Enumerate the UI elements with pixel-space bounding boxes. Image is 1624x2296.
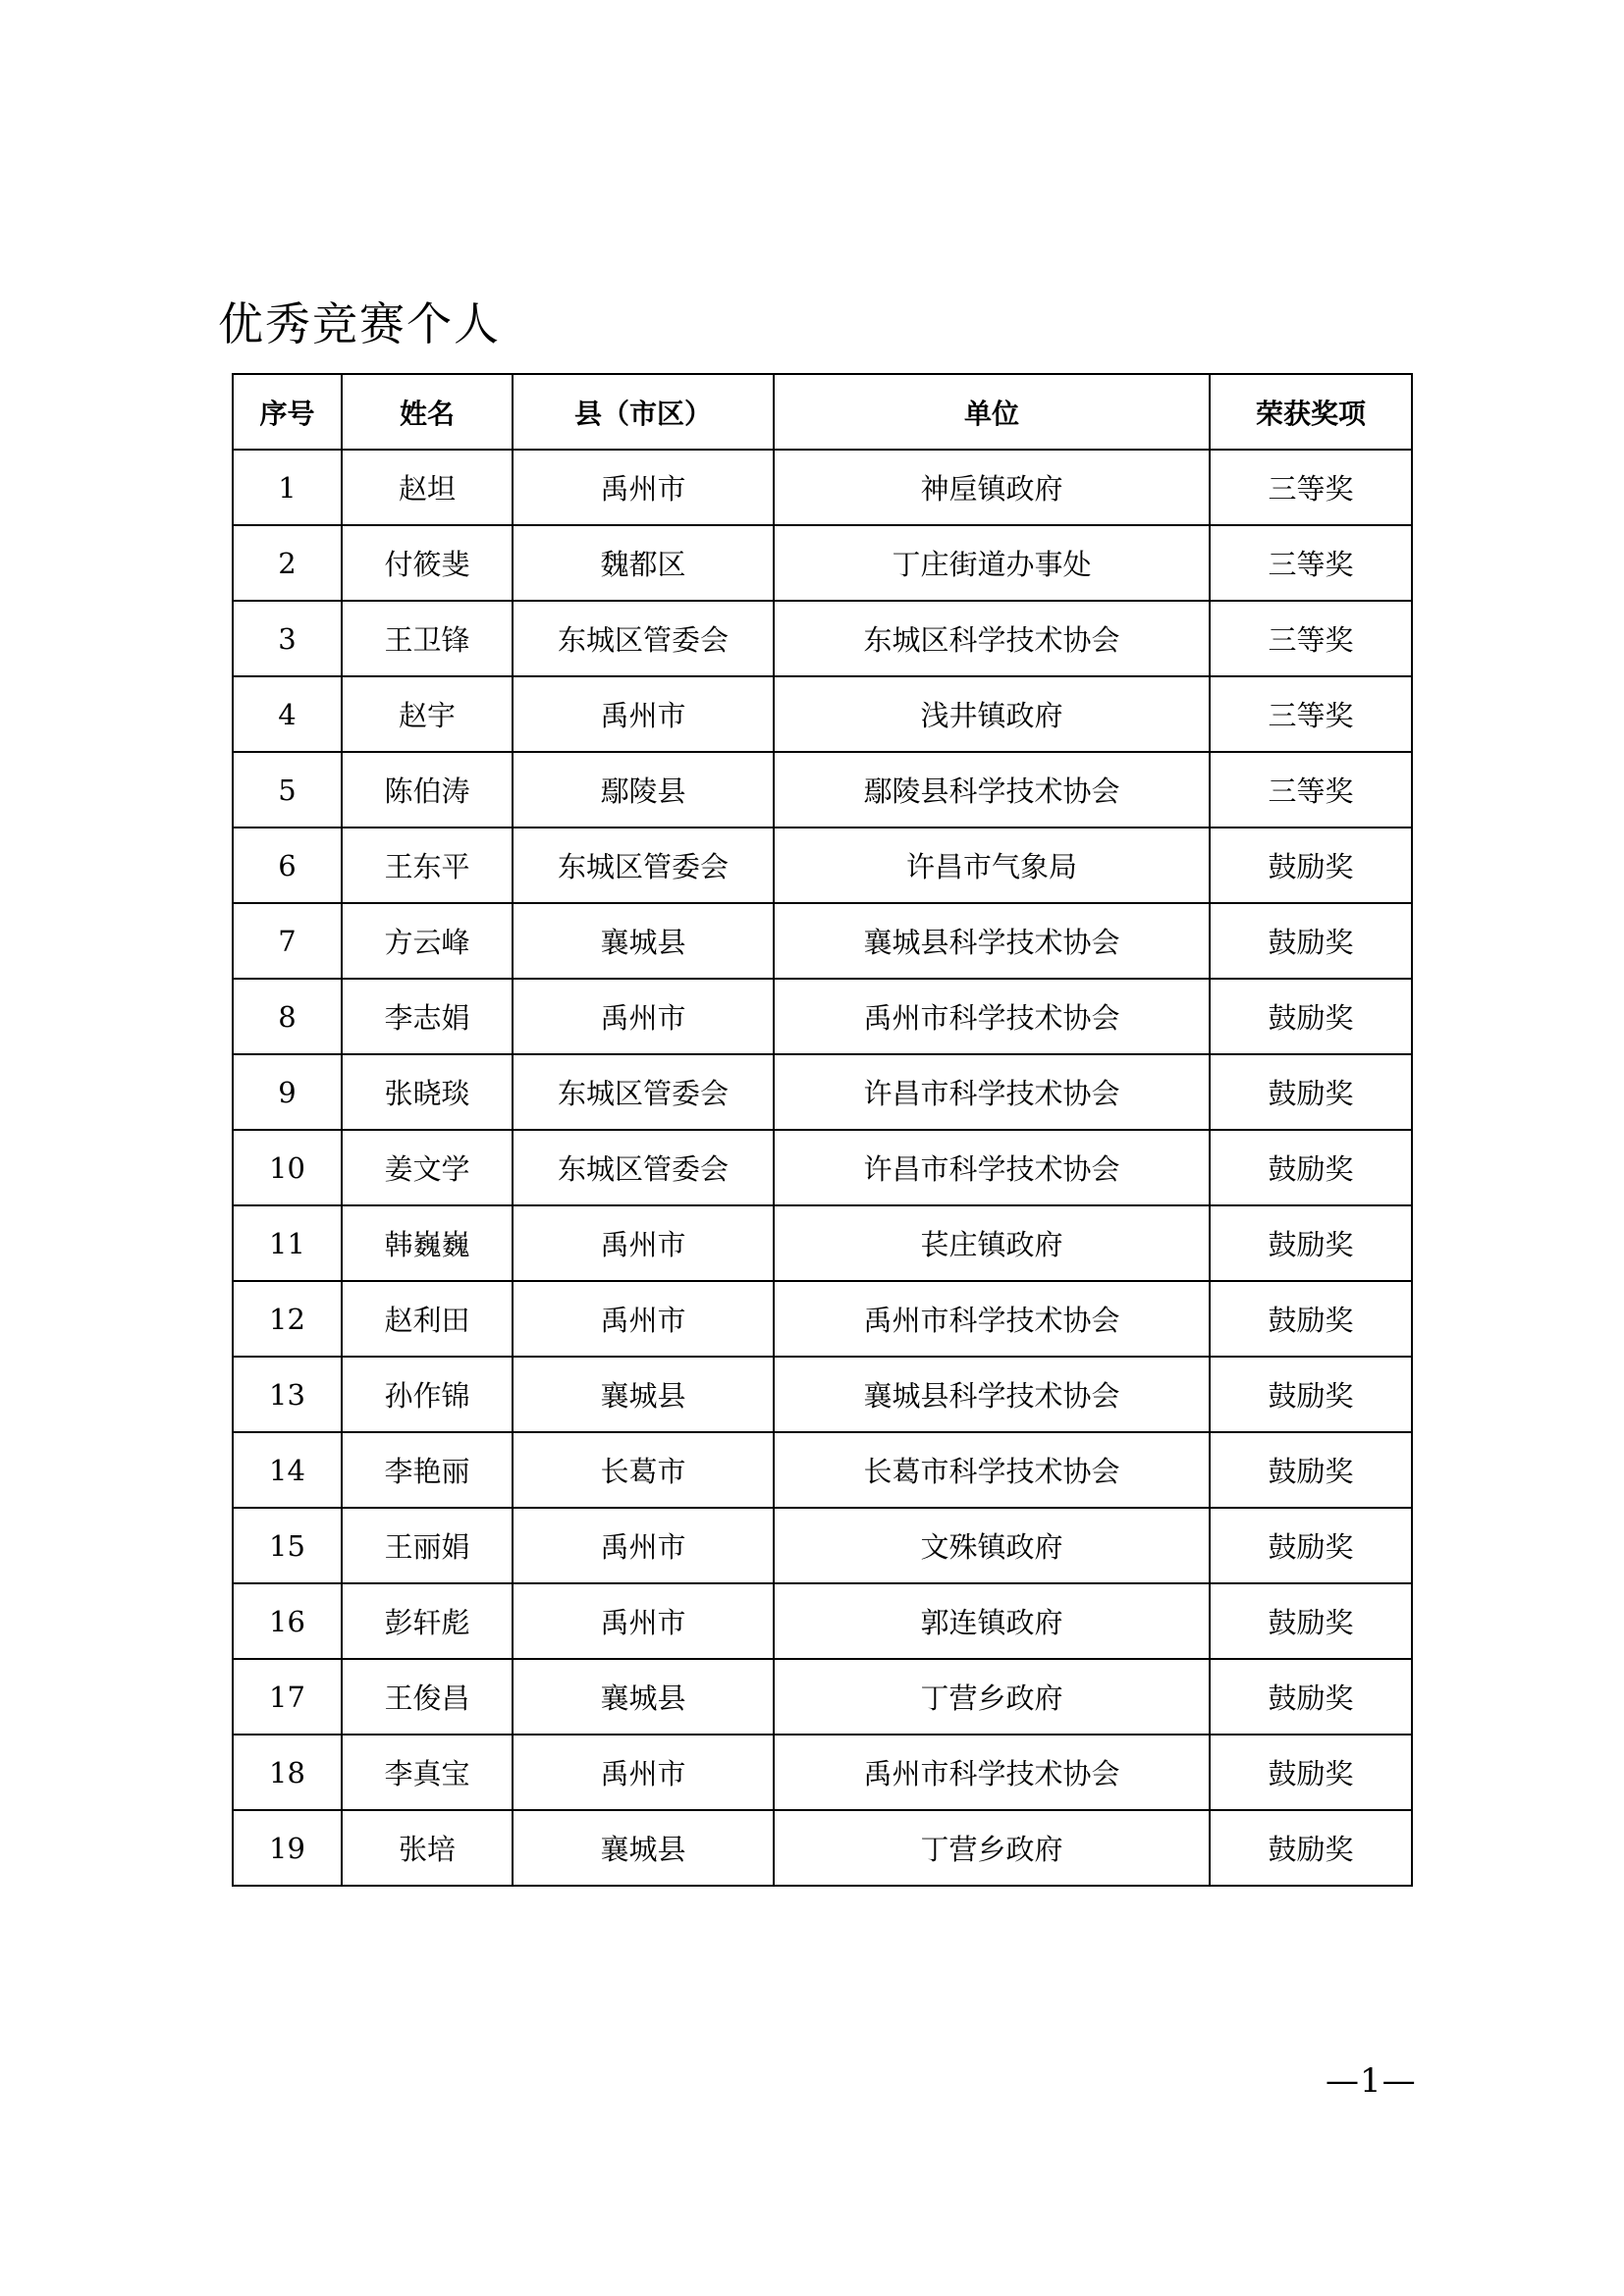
cell-county: 禹州市 [513,1508,774,1583]
cell-county: 禹州市 [513,676,774,752]
cell-unit: 丁营乡政府 [774,1659,1210,1735]
cell-county: 襄城县 [513,1659,774,1735]
cell-index: 7 [233,903,342,979]
cell-name: 王卫锋 [342,601,513,676]
cell-county: 襄城县 [513,1810,774,1886]
cell-index: 8 [233,979,342,1054]
cell-award: 三等奖 [1210,525,1412,601]
table-row [233,1735,1412,1810]
cell-name: 李真宝 [342,1735,513,1810]
cell-index: 10 [233,1130,342,1205]
cell-award: 鼓励奖 [1210,1508,1412,1583]
table-row [233,1130,1412,1205]
cell-county: 东城区管委会 [513,1054,774,1130]
cell-index: 3 [233,601,342,676]
cell-index: 12 [233,1281,342,1357]
cell-name: 韩巍巍 [342,1205,513,1281]
table-row [233,752,1412,828]
cell-name: 王东平 [342,828,513,903]
cell-name: 陈伯涛 [342,752,513,828]
cell-county: 襄城县 [513,903,774,979]
cell-unit: 东城区科学技术协会 [774,601,1210,676]
cell-award: 鼓励奖 [1210,1735,1412,1810]
cell-index: 9 [233,1054,342,1130]
cell-award: 三等奖 [1210,450,1412,525]
cell-index: 5 [233,752,342,828]
cell-county: 禹州市 [513,1205,774,1281]
cell-index: 4 [233,676,342,752]
cell-name: 孙作锦 [342,1357,513,1432]
table-row [233,828,1412,903]
awards-table [232,373,1413,1887]
cell-unit: 鄢陵县科学技术协会 [774,752,1210,828]
cell-unit: 苌庄镇政府 [774,1205,1210,1281]
cell-county: 魏都区 [513,525,774,601]
cell-unit: 禹州市科学技术协会 [774,979,1210,1054]
cell-county: 长葛市 [513,1432,774,1508]
cell-unit: 许昌市气象局 [774,828,1210,903]
table-row [233,1205,1412,1281]
cell-index: 2 [233,525,342,601]
cell-award: 鼓励奖 [1210,1659,1412,1735]
table-row [233,450,1412,525]
table-row [233,1508,1412,1583]
cell-index: 14 [233,1432,342,1508]
cell-unit: 丁庄街道办事处 [774,525,1210,601]
cell-unit: 长葛市科学技术协会 [774,1432,1210,1508]
cell-unit: 郭连镇政府 [774,1583,1210,1659]
cell-name: 王丽娟 [342,1508,513,1583]
cell-award: 鼓励奖 [1210,1205,1412,1281]
cell-county: 禹州市 [513,1281,774,1357]
cell-index: 15 [233,1508,342,1583]
cell-index: 17 [233,1659,342,1735]
table-row [233,1810,1412,1886]
table-row [233,1281,1412,1357]
cell-name: 李志娟 [342,979,513,1054]
cell-county: 东城区管委会 [513,1130,774,1205]
cell-name: 王俊昌 [342,1659,513,1735]
cell-unit: 襄城县科学技术协会 [774,903,1210,979]
cell-unit: 襄城县科学技术协会 [774,1357,1210,1432]
cell-award: 鼓励奖 [1210,1810,1412,1886]
cell-award: 鼓励奖 [1210,1054,1412,1130]
cell-index: 16 [233,1583,342,1659]
table-row [233,676,1412,752]
cell-name: 方云峰 [342,903,513,979]
cell-award: 三等奖 [1210,752,1412,828]
section-heading: 优秀竞赛个人 [218,297,501,350]
table-row [233,1659,1412,1735]
cell-award: 鼓励奖 [1210,979,1412,1054]
cell-index: 6 [233,828,342,903]
table-row [233,1357,1412,1432]
cell-county: 禹州市 [513,1735,774,1810]
cell-county: 东城区管委会 [513,601,774,676]
cell-index: 19 [233,1810,342,1886]
cell-unit: 禹州市科学技术协会 [774,1281,1210,1357]
table-row [233,525,1412,601]
cell-award: 鼓励奖 [1210,828,1412,903]
cell-unit: 禹州市科学技术协会 [774,1735,1210,1810]
cell-name: 彭轩彪 [342,1583,513,1659]
table-row [233,1432,1412,1508]
table-row [233,1054,1412,1130]
cell-award: 三等奖 [1210,601,1412,676]
table-row [233,601,1412,676]
cell-award: 鼓励奖 [1210,1130,1412,1205]
cell-index: 18 [233,1735,342,1810]
header-award: 荣获奖项 [1210,374,1412,450]
cell-index: 13 [233,1357,342,1432]
cell-unit: 许昌市科学技术协会 [774,1130,1210,1205]
cell-award: 鼓励奖 [1210,903,1412,979]
cell-name: 李艳丽 [342,1432,513,1508]
cell-unit: 丁营乡政府 [774,1810,1210,1886]
cell-award: 三等奖 [1210,676,1412,752]
cell-name: 赵坦 [342,450,513,525]
table-body [233,450,1412,1886]
cell-county: 襄城县 [513,1357,774,1432]
cell-county: 鄢陵县 [513,752,774,828]
cell-name: 赵宇 [342,676,513,752]
cell-unit: 浅井镇政府 [774,676,1210,752]
header-county: 县（市区） [513,374,774,450]
cell-unit: 文殊镇政府 [774,1508,1210,1583]
cell-county: 禹州市 [513,1583,774,1659]
cell-index: 1 [233,450,342,525]
table-row [233,979,1412,1054]
cell-county: 禹州市 [513,979,774,1054]
cell-award: 鼓励奖 [1210,1583,1412,1659]
table-row [233,1583,1412,1659]
cell-county: 东城区管委会 [513,828,774,903]
cell-index: 11 [233,1205,342,1281]
cell-award: 鼓励奖 [1210,1281,1412,1357]
cell-county: 禹州市 [513,450,774,525]
table-row [233,903,1412,979]
header-index: 序号 [233,374,342,450]
header-unit: 单位 [774,374,1210,450]
cell-name: 姜文学 [342,1130,513,1205]
header-name: 姓名 [342,374,513,450]
cell-name: 张晓琰 [342,1054,513,1130]
cell-name: 赵利田 [342,1281,513,1357]
cell-award: 鼓励奖 [1210,1357,1412,1432]
table-header-row [233,374,1412,450]
cell-award: 鼓励奖 [1210,1432,1412,1508]
cell-name: 张培 [342,1810,513,1886]
cell-name: 付筱斐 [342,525,513,601]
cell-unit: 神垕镇政府 [774,450,1210,525]
page-number: —1— [1326,2061,1417,2101]
cell-unit: 许昌市科学技术协会 [774,1054,1210,1130]
